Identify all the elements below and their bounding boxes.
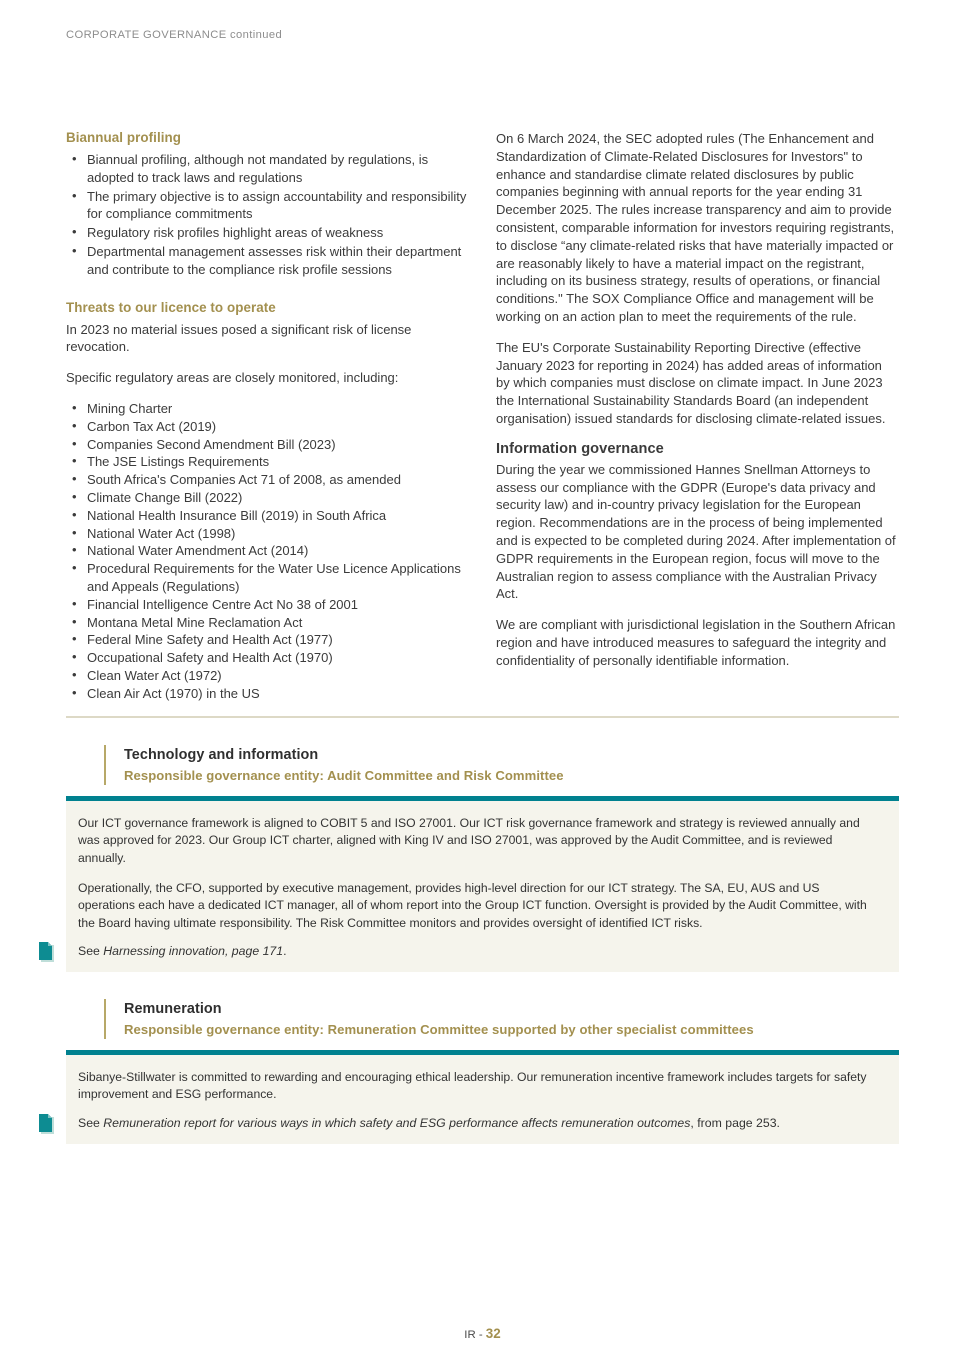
see-prefix: See xyxy=(78,1115,104,1130)
two-column-body xyxy=(66,130,899,703)
section-body xyxy=(66,1055,899,1110)
paragraph-jurisdictional-compliance: We are compliant with jurisdictional legislation in the Southern African region and have introduced measures to safeguard the integrity and confidentiality of personally identifiable information. xyxy=(496,617,896,668)
paragraph-license-revocation: In 2023 no material issues posed a significant risk of license revocation. xyxy=(66,321,412,355)
section-header-inner xyxy=(104,999,899,1039)
list-item: • Departmental management assesses risk within their department and contribute to the compliance risk profile sessions xyxy=(66,243,469,279)
list-item: • Mining Charter xyxy=(66,400,469,418)
list-item: • Procedural Requirements for the Water Use Licence Applications and Appeals (Regulations) xyxy=(66,560,469,596)
running-head: CORPORATE GOVERNANCE continued xyxy=(66,29,283,41)
section-header xyxy=(66,731,899,796)
list-item: • Occupational Safety and Health Act (1970) xyxy=(66,649,469,667)
section-governance-entity: Responsible governance entity: Remuneration Committee supported by other specialist committees xyxy=(124,1022,754,1037)
section-title: Remuneration xyxy=(124,1001,222,1017)
right-column xyxy=(496,130,899,703)
list-item: • Clean Air Act (1970) in the US xyxy=(66,685,469,703)
see-prefix: See xyxy=(78,943,104,958)
section-header xyxy=(66,985,899,1050)
see-target: Remuneration report for various ways in which safety and ESG performance affects remuneration outcomes xyxy=(103,1115,691,1130)
see-target: Harnessing innovation, page 171 xyxy=(103,943,284,958)
bullet-list-regulatory-areas xyxy=(66,400,469,703)
list-item: • Clean Water Act (1972) xyxy=(66,667,469,685)
see-suffix: , from page 253. xyxy=(690,1115,780,1130)
paragraph-sec-rules: On 6 March 2024, the SEC adopted rules (The Enhancement and Standardization of Climate-Related Disclosures for Investors" to enhance and standardise climate related disclosures by public companies beginning with annual reports for the year ending 31 December 2025. The rules increase transparency and aim to provide consistent, comparable information for investors requiring registrants, to disclose “any climate-related risks that have materially impacted or are reasonably likely to have a material impact on the registrant, including on its business strategy, results of operations, or financial conditions." The SOX Compliance Office and management will be working on an action plan to meet the requirements of the rule. xyxy=(496,131,895,324)
heading-threats-to-licence: Threats to our licence to operate xyxy=(66,299,276,315)
document-page-icon xyxy=(38,942,56,963)
section-remuneration xyxy=(66,985,899,1144)
section-divider xyxy=(66,716,899,718)
cross-reference-text xyxy=(78,1116,780,1130)
paragraph-eu-csrd: The EU's Corporate Sustainability Reporting Directive (effective January 2023 for reporting in 2024) has added areas of information by which companies must disclose on climate impact. In June 2023 the International Sustainability Standards Board (an independent organisation) issued standards for disclosing climate-related issues. xyxy=(496,339,886,426)
section-paragraph: Sibanye-Stillwater is committed to rewarding and encouraging ethical leadership. Our remuneration incentive framework includes targets for safety improvement and ESG performance. xyxy=(78,1070,867,1102)
list-item: • Regulatory risk profiles highlight areas of weakness xyxy=(66,224,469,242)
cross-reference-text xyxy=(78,944,287,958)
paragraph-regulatory-areas-intro: Specific regulatory areas are closely monitored, including: xyxy=(66,370,399,386)
page-footer xyxy=(0,1326,965,1341)
cross-reference-row[interactable] xyxy=(66,1110,899,1144)
list-item: • Climate Change Bill (2022) xyxy=(66,489,469,507)
footer-page-number: 32 xyxy=(485,1326,501,1341)
document-page-icon xyxy=(38,1114,56,1135)
section-body xyxy=(66,801,899,938)
list-item: • South Africa's Companies Act 71 of 2008, as amended xyxy=(66,471,469,489)
list-item: • Financial Intelligence Centre Act No 38 of 2001 xyxy=(66,596,469,614)
list-item: • National Water Amendment Act (2014) xyxy=(66,542,469,560)
section-governance-entity: Responsible governance entity: Audit Committee and Risk Committee xyxy=(124,768,564,783)
section-paragraph: Operationally, the CFO, supported by executive management, provides high-level direction for our ICT strategy. The SA, EU, AUS and US operations each have a dedicated ICT manager, all of whom report into the Group ICT function. Oversight is provided by the Audit Committee, with the Board having ultimate responsibility. The Risk Committee monitors and provides oversight of identified ICT risks. xyxy=(78,880,867,930)
heading-biannual-profiling: Biannual profiling xyxy=(66,130,182,145)
list-item: • The JSE Listings Requirements xyxy=(66,453,469,471)
list-item: • Biannual profiling, although not mandated by regulations, is adopted to track laws and regulations xyxy=(66,151,469,187)
section-technology-and-information xyxy=(66,731,899,972)
footer-prefix: IR - xyxy=(464,1329,486,1341)
heading-information-governance: Information governance xyxy=(496,440,664,457)
list-item: • Companies Second Amendment Bill (2023) xyxy=(66,436,469,454)
section-title: Technology and information xyxy=(124,747,319,763)
list-item: • National Water Act (1998) xyxy=(66,525,469,543)
cross-reference-row[interactable] xyxy=(66,938,899,972)
paragraph-gdpr-compliance: During the year we commissioned Hannes Snellman Attorneys to assess our compliance with the GDPR (Europe's data privacy and security law) and in-country privacy legislation for the European region. Recommendations are in the process of being implemented and is expected to be completed during 2024. After implementation of GDPR requirements in the European region, focus will move to the Australian region to assess compliance with the Australian Privacy Act. xyxy=(496,461,896,602)
list-item: • Montana Metal Mine Reclamation Act xyxy=(66,614,469,632)
section-paragraph: Our ICT governance framework is aligned to COBIT 5 and ISO 27001. Our ICT risk governance framework and strategy is reviewed annually and was approved for 2023. Our Group ICT charter, aligned with King IV and ISO 27001, was approved by the Audit Committee, and is reviewed annually. xyxy=(78,816,860,865)
left-column xyxy=(66,130,469,703)
list-item: • The primary objective is to assign accountability and responsibility for compliance commitments xyxy=(66,188,469,224)
bullet-list-biannual-profiling xyxy=(66,151,469,279)
list-item: • Carbon Tax Act (2019) xyxy=(66,418,469,436)
see-suffix: . xyxy=(283,943,287,958)
section-header-inner xyxy=(104,745,899,785)
list-item: • Federal Mine Safety and Health Act (1977) xyxy=(66,631,469,649)
list-item: • National Health Insurance Bill (2019) in South Africa xyxy=(66,507,469,525)
